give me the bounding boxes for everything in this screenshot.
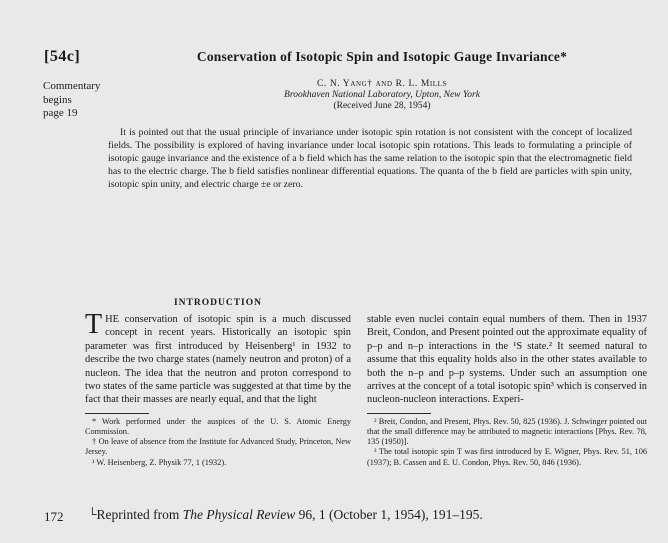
paper-authors: C. N. Yang† and R. L. Mills bbox=[316, 79, 448, 89]
reprint-source-line bbox=[88, 507, 483, 523]
right-column bbox=[367, 313, 647, 468]
reprint-citation-text: 96, 1 (October 1, 1954), 191–195. bbox=[295, 507, 483, 522]
paper-received-date: (Received June 28, 1954) bbox=[333, 101, 431, 111]
reprint-prefix-text: Reprinted from bbox=[96, 507, 183, 522]
footnote-total-isotopic-spin-ref: ³ The total isotopic spin T was first introduced by E. Wigner, Phys. Rev. 51, 106 (1937); B. Cassen and E. U. Condon, Phys. Rev. 50, 846 (1936). bbox=[367, 447, 647, 467]
margin-commentary-note bbox=[43, 80, 100, 121]
paper-abstract: It is pointed out that the usual principle of invariance under isotopic spin rotation is not consistent with the concept of localized fields. The possibility is explored of having invariance under local isotopic spin rotations. This leads to formulating a principle of isotopic gauge invariance and the existence of a b field which has the same relation to the isotopic spin that the electromagnetic field has to the electric charge. The b field satisfies nonlinear differential equations. The quanta of the b field are particles with spin unity, isotopic spin unity, and electric charge ±e or zero. bbox=[108, 127, 632, 190]
margin-note-line: Commentary bbox=[43, 80, 101, 92]
intro-left-paragraph bbox=[85, 309, 351, 407]
right-footnote-block bbox=[367, 413, 647, 468]
intro-left-text: HE conservation of isotopic spin is a much discussed concept in recent years. Historically an isotopic spin parameter was first introduced by Heisenberg¹ in 1932 to describe the two charge states (namely neutron and proton) of a nucleon. The idea that the neutron and proton correspond to two states of the same particle was suggested at that time by the fact that their masses are nearly equal, and that the light bbox=[85, 314, 351, 406]
paper-header bbox=[112, 49, 652, 111]
footnote-breit-condon-present-ref: ² Breit, Condon, and Present, Phys. Rev. 50, 825 (1936). J. Schwinger pointed out that the small difference may be attributed to magnetic interactions [Phys. Rev. 78, 135 (1950)]. bbox=[367, 416, 647, 447]
corner-mark-glyph: └ bbox=[88, 507, 97, 521]
intro-dropcap: T bbox=[85, 309, 103, 340]
footnote-work-auspices: * Work performed under the auspices of the U. S. Atomic Energy Commission. bbox=[85, 416, 351, 437]
intro-right-paragraph: stable even nuclei contain equal numbers of them. Then in 1937 Breit, Condon, and Present pointed out the approximate equality of p–p and n–p interactions in the ¹S state.² It seemed natural to assume that this equality holds also in the other states available to both the n–p and p–p systems. Under such an assumption one arrives at the concept of a total isotopic spin³ which is conserved in nucleon-nucleon interactions. Experi- bbox=[367, 314, 647, 406]
footnote-divider-rule bbox=[367, 413, 431, 414]
paper-title: Conservation of Isotopic Spin and Isotopic Gauge Invariance* bbox=[196, 49, 568, 64]
left-column bbox=[85, 309, 351, 468]
section-heading-introduction: INTRODUCTION bbox=[173, 298, 262, 308]
left-footnote-block bbox=[85, 413, 351, 468]
paper-affiliation: Brookhaven National Laboratory, Upton, New York bbox=[284, 90, 480, 100]
two-column-body bbox=[85, 309, 647, 468]
margin-note-line: begins bbox=[43, 93, 72, 106]
footnote-divider-rule bbox=[85, 413, 149, 414]
book-page-number: 172 bbox=[44, 509, 64, 524]
journal-name: The Physical Review bbox=[182, 507, 296, 522]
footnote-leave-of-absence: † On leave of absence from the Institute for Advanced Study, Princeton, New Jersey. bbox=[85, 437, 351, 457]
margin-note-line: page 19 bbox=[43, 107, 78, 119]
footnote-heisenberg-ref: ¹ W. Heisenberg, Z. Physik 77, 1 (1932). bbox=[92, 457, 227, 467]
reprint-collection-tag: [54c] bbox=[44, 48, 81, 65]
